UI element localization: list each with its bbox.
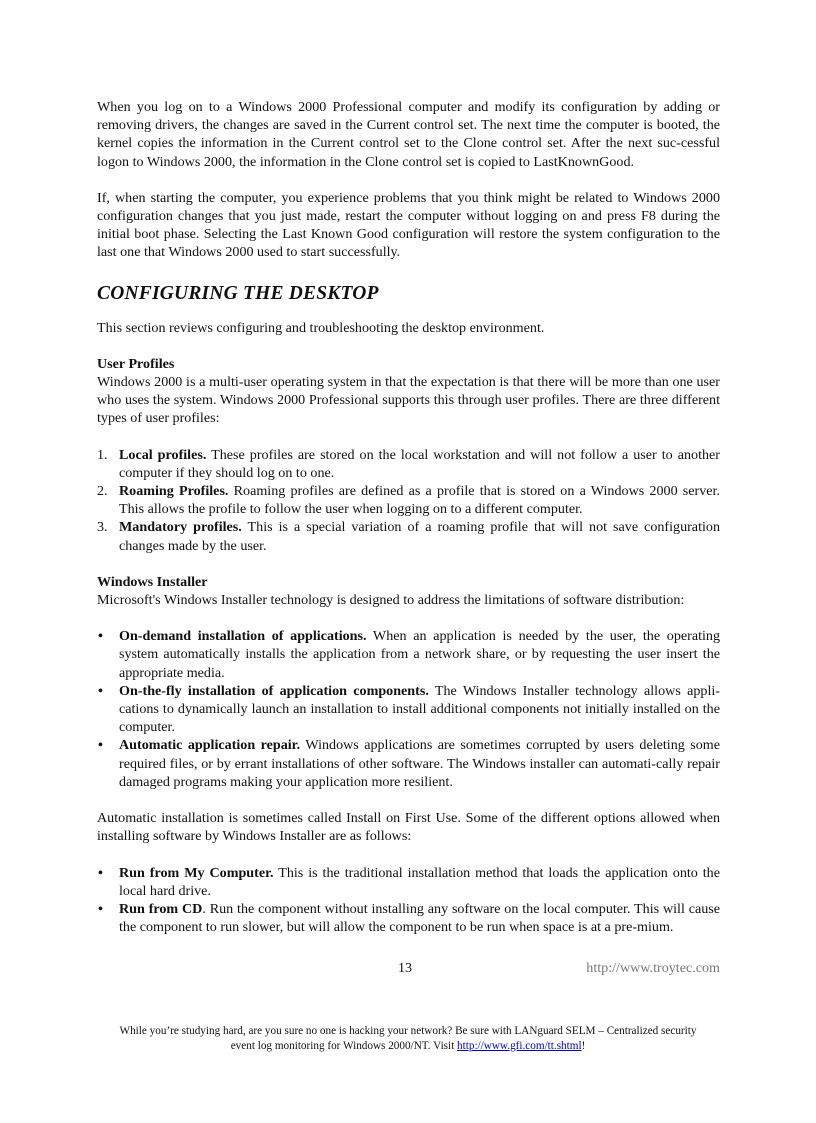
windows-installer-intro: Microsoft's Windows Installer technology is designed to address the limitations of software distribution:	[97, 592, 685, 609]
bullet-icon: •	[98, 628, 103, 645]
list-item	[97, 682, 720, 737]
list-item	[97, 518, 720, 554]
list-item-term: Roaming Profiles.	[119, 483, 229, 500]
list-item-term: Automatic application repair.	[119, 737, 301, 754]
section-intro: This section reviews configuring and troubleshooting the desktop environment.	[97, 319, 545, 336]
list-item-term: On-the-fly installation of application components.	[119, 682, 429, 699]
page-footer	[97, 960, 720, 980]
ad-line-1: While you’re studying hard, are you sure no one is hacking your network? Be sure with LANguard SELM – Centralized security	[119, 1025, 697, 1037]
bullet-icon: •	[98, 682, 103, 699]
list-number: 3.	[97, 519, 108, 536]
page-number: 13	[398, 960, 413, 976]
list-number: 1.	[97, 446, 108, 463]
list-item-text: This is a special variation of a roaming profile that will not save configuration changes made by the user.	[119, 519, 720, 554]
site-url: http://www.troytec.com	[586, 960, 720, 976]
list-item-term: Local profiles.	[119, 446, 207, 463]
advertisement-footer	[80, 1024, 736, 1054]
list-item	[97, 482, 720, 518]
list-item	[97, 736, 720, 791]
bullet-icon: •	[98, 900, 103, 917]
list-item-term: Run from CD	[119, 900, 203, 917]
list-item	[97, 864, 720, 900]
ad-line-2	[80, 1039, 736, 1054]
user-profiles-intro: Windows 2000 is a multi-user operating system in that the expectation is that there will be more than one user who uses the system. Windows 2000 Professional supports this through user profiles. There are three different types of user profiles:	[97, 374, 720, 427]
install-options-list	[97, 864, 720, 937]
ad-line-2-text: event log monitoring for Windows 2000/NT. Visit	[230, 1040, 458, 1052]
list-item-text: Roaming profiles are defined as a profile that is stored on a Windows 2000 server. This allows the profile to follow the user when logging on to a different computer.	[119, 483, 720, 518]
list-item-text: . Run the component without installing any software on the local computer. This will cause the component to run slower, but will allow the component to be run when space is at a pre-mium.	[119, 900, 721, 936]
list-item-text: The Windows Installer technology allows appli-cations to dynamically launch an installation to install additional components not initially installed on the computer.	[119, 682, 720, 736]
ad-link[interactable]: http://www.gfi.com/tt.shtml	[457, 1040, 582, 1052]
list-item	[97, 900, 720, 936]
list-item-text: These profiles are stored on the local workstation and will not follow a user to another computer if they should log on to one.	[119, 446, 720, 481]
profile-types-list	[97, 446, 720, 555]
windows-installer-heading: Windows Installer	[97, 573, 208, 590]
list-item-term: On-demand installation of applications.	[119, 628, 367, 645]
paragraph-control-sets: When you log on to a Windows 2000 Professional computer and modify its configuration by adding or removing drivers, the changes are saved in the Current control set. The next time the computer is booted, the kernel copies the information in the Current control set to the Clone control set. After the next suc-cessful logon to Windows 2000, the information in the Clone control set is copied to LastKnownGood.	[97, 99, 720, 170]
paragraph-last-known-good: If, when starting the computer, you experience problems that you think might be related to Windows 2000 configuration changes that you just made, restart the computer without logging on and press F8 during the initial boot phase. Selecting the Last Known Good configuration will restore the system configuration to the last one that Windows 2000 used to start successfully.	[97, 189, 720, 261]
installer-features-list	[97, 627, 720, 791]
bullet-icon: •	[98, 737, 103, 754]
user-profiles-heading: User Profiles	[97, 355, 175, 372]
document-body	[97, 98, 720, 936]
section-title: CONFIGURING THE DESKTOP	[97, 282, 379, 304]
list-item	[97, 446, 720, 482]
list-item-text: When an application is needed by the user, the operating system automatically installs the application from a network share, or by requesting the user insert the appropriate media.	[119, 628, 720, 681]
list-item-text: Windows applications are sometimes corrupted by users deleting some required files, or by errant installations of other software. The Windows installer can automati-cally repair damaged programs making your application more resilient.	[119, 737, 720, 790]
ad-suffix: !	[581, 1040, 586, 1052]
list-item-term: Mandatory profiles.	[119, 519, 242, 536]
list-item-term: Run from My Computer.	[119, 864, 274, 881]
list-item	[97, 627, 720, 682]
list-item-text: This is the traditional installation method that loads the application onto the local hard drive.	[119, 864, 720, 899]
bullet-icon: •	[98, 864, 103, 881]
install-options-intro: Automatic installation is sometimes called Install on First Use. Some of the different options allowed when installing software by Windows Installer are as follows:	[97, 810, 720, 845]
list-number: 2.	[97, 483, 108, 500]
